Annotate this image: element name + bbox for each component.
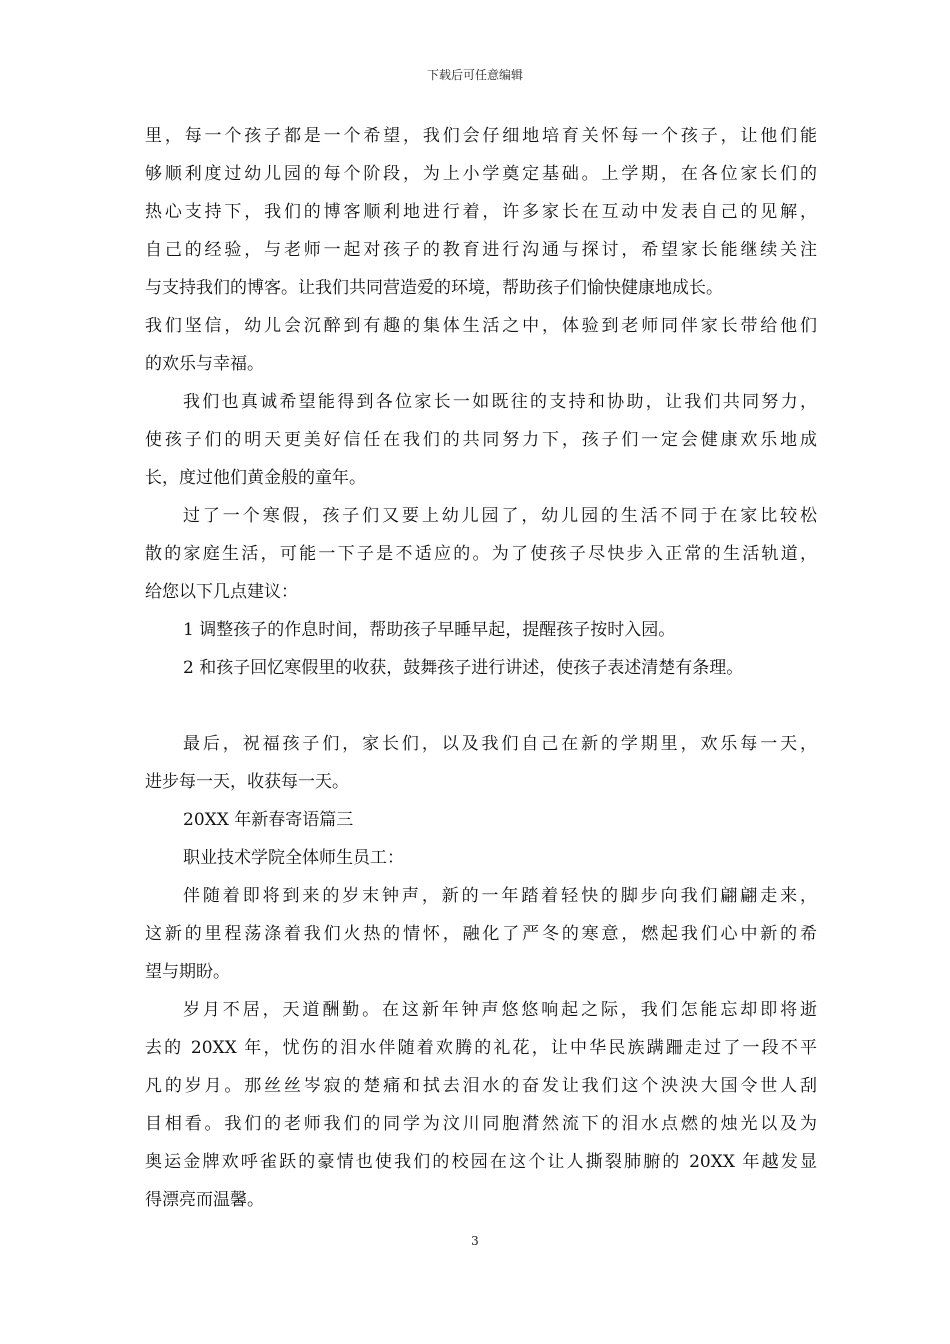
text-line: 散的家庭生活，可能一下子是不适应的。为了使孩子尽快步入正常的生活轨道， — [145, 544, 817, 564]
list-item: 1 调整孩子的作息时间，帮助孩子早睡早起，提醒孩子按时入园。 — [183, 620, 676, 640]
text-line: 的欢乐与幸福。 — [145, 354, 264, 374]
text-line: 够顺利度过幼儿园的每个阶段，为上小学奠定基础。上学期，在各位家长们的 — [145, 164, 817, 184]
text-line: 过了一个寒假，孩子们又要上幼儿园了，幼儿园的生活不同于在家比较松 — [183, 506, 817, 526]
text-line: 去的 20XX 年，忧伤的泪水伴随着欢腾的礼花，让中华民族蹒跚走过了一段不平 — [145, 1038, 817, 1058]
text-line: 岁月不居，天道酬勤。在这新年钟声悠悠响起之际，我们怎能忘却即将逝 — [183, 1000, 817, 1020]
text-line: 给您以下几点建议： — [145, 582, 298, 602]
text-line: 伴随着即将到来的岁末钟声，新的一年踏着轻快的脚步向我们翩翩走来， — [183, 886, 817, 906]
text-line: 使孩子们的明天更美好信任在我们的共同努力下，孩子们一定会健康欢乐地成 — [145, 430, 817, 450]
text-line: 里，每一个孩子都是一个希望，我们会仔细地培育关怀每一个孩子，让他们能 — [145, 126, 817, 146]
text-line: 热心支持下，我们的博客顺利地进行着，许多家长在互动中发表自己的见解， — [145, 202, 817, 222]
text-line: 目相看。我们的老师我们的同学为汶川同胞潸然流下的泪水点燃的烛光以及为 — [145, 1114, 817, 1134]
text-line: 自己的经验，与老师一起对孩子的教育进行沟通与探讨，希望家长能继续关注 — [145, 240, 817, 260]
salutation: 职业技术学院全体师生员工： — [183, 848, 404, 868]
text-line: 长，度过他们黄金般的童年。 — [145, 468, 366, 488]
text-line: 我们也真诚希望能得到各位家长一如既往的支持和协助，让我们共同努力， — [183, 392, 817, 412]
text-line: 进步每一天，收获每一天。 — [145, 772, 349, 792]
text-line: 得漂亮而温馨。 — [145, 1190, 264, 1210]
text-line: 奥运金牌欢呼雀跃的豪情也使我们的校园在这个让人撕裂肺腑的 20XX 年越发显 — [145, 1152, 817, 1172]
text-line: 最后，祝福孩子们，家长们，以及我们自己在新的学期里，欢乐每一天， — [183, 734, 817, 754]
text-line: 这新的里程荡涤着我们火热的情怀，融化了严冬的寒意，燃起我们心中新的希 — [145, 924, 817, 944]
section-title: 20XX 年新春寄语篇三 — [183, 810, 354, 830]
text-line: 我们坚信，幼儿会沉醉到有趣的集体生活之中，体验到老师同伴家长带给他们 — [145, 316, 817, 336]
page-number: 3 — [471, 1234, 479, 1248]
list-item: 2 和孩子回忆寒假里的收获，鼓舞孩子进行讲述，使孩子表述清楚有条理。 — [183, 658, 744, 678]
text-line: 与支持我们的博客。让我们共同营造爱的环境，帮助孩子们愉快健康地成长。 — [145, 278, 723, 298]
page-header: 下载后可任意编辑 — [426, 68, 523, 82]
text-line: 望与期盼。 — [145, 962, 230, 982]
text-line: 凡的岁月。那丝丝岑寂的楚痛和拭去泪水的奋发让我们这个泱泱大国令世人刮 — [145, 1076, 817, 1096]
